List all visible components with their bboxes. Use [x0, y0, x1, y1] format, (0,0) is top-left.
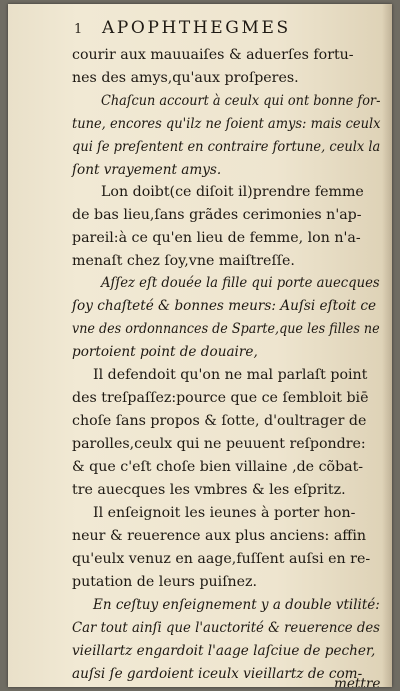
text-line: Chaſcun accourt à ceulx qui ont bonne for-: [101, 93, 381, 109]
text-line: portoient point de douaire,: [72, 344, 258, 360]
text-line: des treſpaſſez:pource que ce ſembloit biē: [72, 390, 369, 406]
text-line: Il enſeignoit les ieunes à porter hon-: [93, 505, 356, 521]
text-line: parolles,ceulx qui ne peuuent reſpondre:: [72, 436, 366, 452]
page-edge-shadow: [382, 4, 392, 687]
text-line: auſsi ſe gardoient iceulx vieillartz de com-: [72, 666, 363, 682]
text-line: ſont vrayement amys.: [72, 162, 222, 178]
text-line: vieillartz engardoit l'aage laſciue de pecher,: [72, 643, 376, 659]
text-line: putation de leurs puiſnez.: [72, 574, 257, 590]
text-line: qu'eulx venuz en aage,fuſſent auſsi en re-: [72, 551, 371, 567]
book-page: [8, 4, 392, 687]
text-line: neur & reuerence aux plus anciens: affin: [72, 528, 367, 544]
text-line: courir aux mauuaiſes & aduerſes fortu-: [72, 47, 354, 63]
running-head: APOPHTHEGMES: [102, 18, 291, 38]
text-line: ſoy chaſteté & bonnes meurs: Auſsi eſtoit ce: [72, 298, 377, 314]
text-line: Aſſez eſt douée la fille qui porte auecques: [101, 275, 380, 291]
text-line: pareil:à ce qu'en lieu de femme, lon n'a-: [72, 230, 361, 246]
text-line: Il defendoit qu'on ne mal parlaſt point: [93, 367, 368, 383]
text-line: menaſt chez ſoy,vne maiſtreſſe.: [72, 253, 295, 269]
text-line: & que c'eſt choſe bien villaine ,de cõbat-: [72, 459, 364, 475]
page-number: 1: [74, 22, 83, 37]
text-line: Car tout ainſi que l'auctorité & reuerence des: [72, 620, 380, 636]
text-line: En ceſtuy enſeignement y a double vtilité:: [93, 597, 380, 613]
text-line: vne des ordonnances de Sparte,que les filles ne: [72, 321, 380, 337]
catchword: mettre: [334, 676, 381, 687]
text-line: de bas lieu,ſans grãdes cerimonies n'ap-: [72, 207, 362, 223]
text-line: nes des amys,qu'aux proſperes.: [72, 70, 299, 86]
text-line: qui ſe preſentent en contraire fortune, ceulx la: [72, 139, 381, 155]
text-line: tre auecques les vmbres & les eſpritz.: [72, 482, 346, 498]
text-line: tune, encores qu'ilz ne ſoient amys: mais ceulx: [72, 116, 381, 132]
text-line: Lon doibt(ce diſoit il)prendre femme: [101, 184, 364, 200]
text-line: choſe ſans propos & ſotte, d'oultrager de: [72, 413, 367, 429]
